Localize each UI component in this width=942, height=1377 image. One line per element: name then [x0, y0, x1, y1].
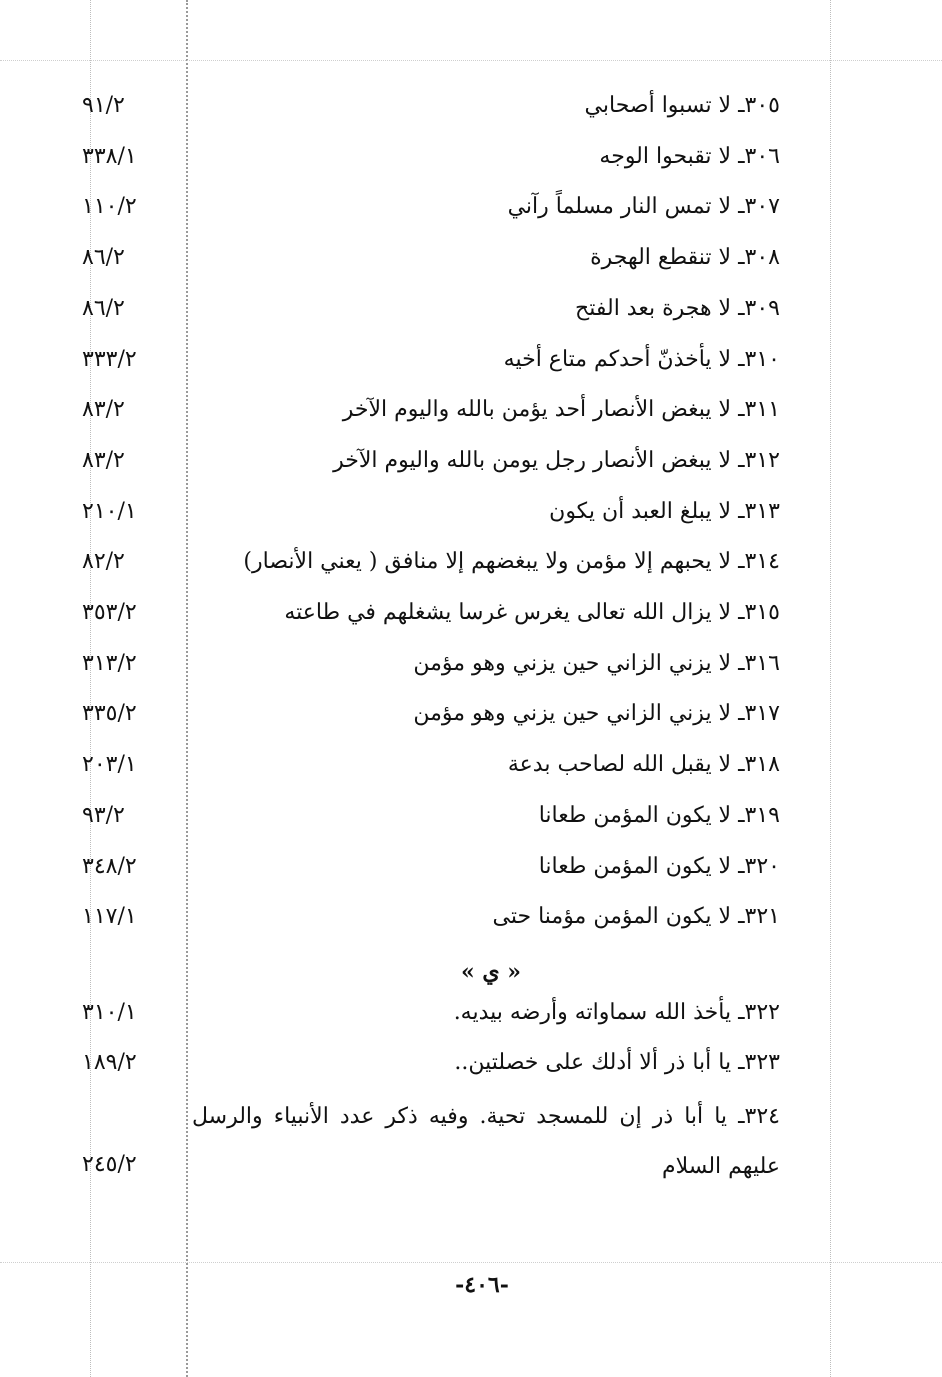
index-entry	[0, 694, 942, 734]
index-entry-text: ٣٠٧ـ لا تمس النار مسلماً رآني	[507, 194, 780, 219]
index-entry-ref: ٨٢/٢	[82, 549, 125, 574]
index-entry-ref: ٣٤٨/٢	[82, 854, 137, 879]
index-entry	[0, 187, 942, 227]
page-number: -٤٠٦-	[455, 1272, 509, 1298]
index-entry	[0, 441, 942, 481]
index-entry-text: ٣١٤ـ لا يحبهم إلا مؤمن ولا يبغضهم إلا منافق ( يعني الأنصار)	[243, 549, 780, 574]
index-entry	[0, 593, 942, 633]
index-entry-text: ٣١٢ـ لا يبغض الأنصار رجل يومن بالله واليوم الآخر	[333, 448, 780, 473]
index-entry-text: ٣١٦ـ لا يزني الزاني حين يزني وهو مؤمن	[413, 651, 780, 676]
index-entry-text: ٣١٥ـ لا يزال الله تعالى يغرس غرسا يشغلهم في طاعته	[284, 600, 780, 625]
index-entry	[0, 542, 942, 582]
index-entry-text: ٣٠٩ـ لا هجرة بعد الفتح	[575, 296, 780, 321]
index-entry	[0, 897, 942, 937]
index-entry-324	[0, 1145, 942, 1185]
index-entry-ref: ٣١٠/١	[82, 1000, 137, 1025]
scan-guide-bottom	[0, 1262, 942, 1263]
index-entry-text: ٣٢٢ـ يأخذ الله سماواته وأرضه بيديه.	[453, 1000, 780, 1025]
index-entry	[0, 796, 942, 836]
index-entry	[0, 86, 942, 126]
index-entry-ref: ٩١/٢	[82, 93, 125, 118]
index-entry-text: ٣١١ـ لا يبغض الأنصار أحد يؤمن بالله واليوم الآخر	[342, 397, 780, 422]
section-heading: « ي »	[460, 959, 522, 985]
index-entry	[0, 492, 942, 532]
index-entry-ref: ٨٣/٢	[82, 448, 125, 473]
index-entry-ref: ٣١٣/٢	[82, 651, 137, 676]
index-entry-ref: ٢١٠/١	[82, 499, 137, 524]
index-entry	[0, 1043, 942, 1083]
index-entry-ref: ٣٣٨/١	[82, 144, 137, 169]
index-entry-text: ٣١٧ـ لا يزني الزاني حين يزني وهو مؤمن	[413, 701, 780, 726]
index-entry	[0, 644, 942, 684]
index-entry-ref: ٨٦/٢	[82, 296, 125, 321]
index-entry-ref: ١١٧/١	[82, 904, 137, 929]
index-entry-ref: ٢٠٣/١	[82, 752, 137, 777]
index-entry	[0, 993, 942, 1033]
index-entry-text: ٣٠٨ـ لا تنقطع الهجرة	[590, 245, 780, 270]
index-entry-text-324: ٣٢٤ـ يا أبا ذر إن للمسجد تحية. وفيه ذكر عدد الأنبياء والرسل عليهم السلام	[192, 1104, 780, 1179]
index-entry-ref: ٣٣٥/٢	[82, 701, 137, 726]
index-entry-ref: ٨٣/٢	[82, 397, 125, 422]
index-entry-ref: ٨٦/٢	[82, 245, 125, 270]
index-entry	[0, 745, 942, 785]
index-entry-text: ٣٢٠ـ لا يكون المؤمن طعانا	[538, 854, 780, 879]
index-entry	[0, 390, 942, 430]
index-entry-ref: ٣٣٣/٢	[82, 347, 137, 372]
scan-guide-top	[0, 60, 942, 61]
index-entry-text: ٣٢١ـ لا يكون المؤمن مؤمنا حتى	[492, 904, 780, 929]
index-entry-text: ٣١٠ـ لا يأخذنّ أحدكم متاع أخيه	[503, 347, 780, 372]
index-entry-text: ٣٠٦ـ لا تقبحوا الوجه	[599, 144, 780, 169]
index-entry-ref: ٩٣/٢	[82, 803, 125, 828]
index-entry-text: ٣٠٥ـ لا تسبوا أصحابي	[584, 93, 780, 118]
index-entry-ref: ١٨٩/٢	[82, 1050, 137, 1075]
index-entry-ref: ١١٠/٢	[82, 194, 137, 219]
index-entry-text: ٣١٩ـ لا يكون المؤمن طعانا	[538, 803, 780, 828]
index-entry-text: ٣٢٣ـ يا أبا ذر ألا أدلك على خصلتين..	[454, 1050, 780, 1075]
index-entry	[0, 137, 942, 177]
index-entry	[0, 847, 942, 887]
index-entry	[0, 289, 942, 329]
index-entry	[0, 238, 942, 278]
index-entry-text: ٣١٣ـ لا يبلغ العبد أن يكون	[549, 499, 780, 524]
index-entry-text: ٣١٨ـ لا يقبل الله لصاحب بدعة	[507, 752, 780, 777]
index-entry	[0, 340, 942, 380]
index-entry-ref: ٣٥٣/٢	[82, 600, 137, 625]
index-entry-ref-324: ٢٤٥/٢	[82, 1152, 137, 1177]
